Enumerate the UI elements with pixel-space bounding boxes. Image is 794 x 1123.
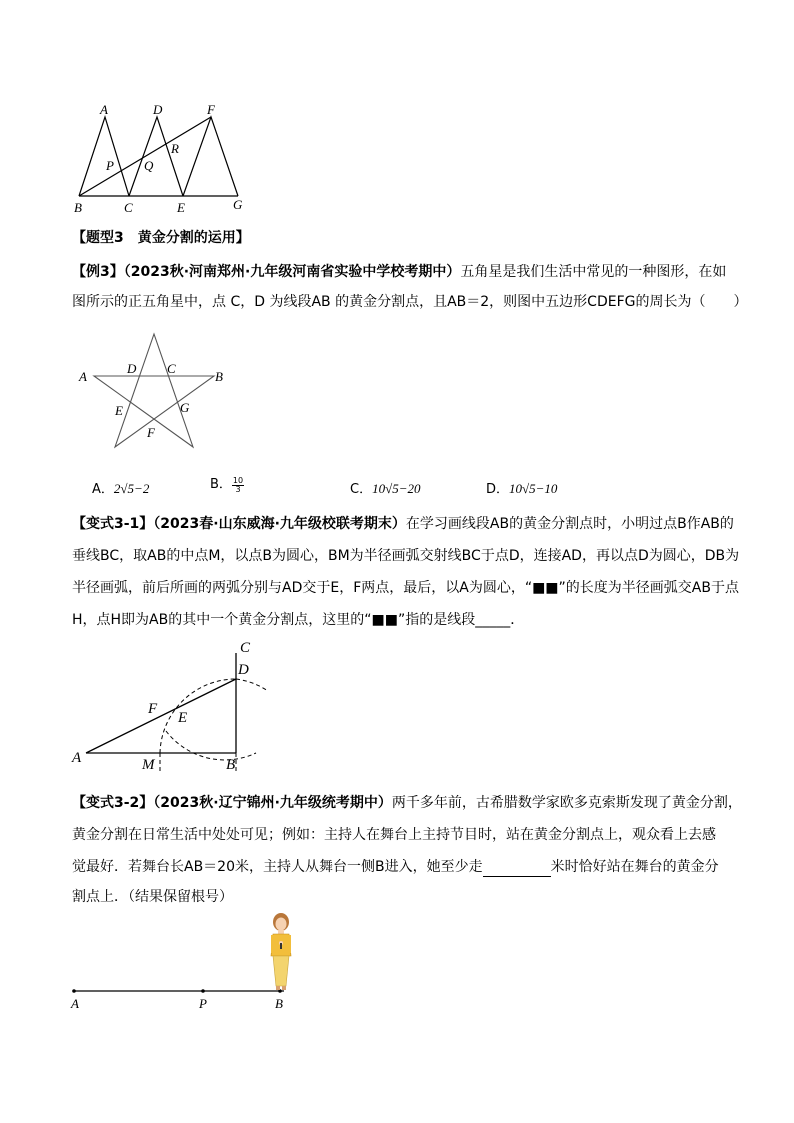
choice-c[interactable]: C．10√5−20	[350, 481, 421, 497]
label-G: G	[233, 197, 243, 212]
star-label-G: G	[180, 400, 190, 415]
presenter-illustration	[271, 913, 291, 990]
example3-line2: 图所示的正五角星中，点 C，D 为线段AB 的黄金分割点，且AB＝2，则图中五边形CDEFG的周长为（ ）	[72, 294, 748, 310]
label-C: C	[124, 200, 133, 215]
choice-b[interactable]: B． $\frac{10}{3}$	[210, 475, 244, 494]
section-heading: 【题型3 黄金分割的运用】	[72, 230, 250, 246]
variant32-line1: 【变式3-2】（2023秋·辽宁锦州·九年级统考期中）两千多年前，古希腊数学家欧多克索斯发现了黄金分割，	[72, 795, 742, 811]
construction-figure	[68, 636, 278, 776]
triangles-figure	[70, 98, 250, 218]
fig2-label-A: A	[72, 750, 82, 766]
star-label-A: A	[79, 369, 87, 384]
star-label-E: E	[115, 403, 123, 418]
fraction: $\frac{10}{3}$	[232, 475, 244, 494]
answer-blank[interactable]	[483, 858, 551, 877]
fig2-label-D: D	[238, 662, 249, 678]
choice-d[interactable]: D．10√5−10	[486, 481, 558, 497]
fig2-label-B: B	[226, 757, 236, 773]
example3-source: （2023秋·河南郑州·九年级河南省实验中学校考期中）	[123, 264, 461, 280]
stage-label-P: P	[199, 996, 207, 1011]
variant32-line2: 黄金分割在日常生活中处处可见；例如：主持人在舞台上主持节目时，站在黄金分割点上，观众看上去感	[72, 827, 716, 843]
label-E: E	[177, 200, 185, 215]
label-F: F	[207, 102, 215, 117]
fig2-label-C: C	[240, 640, 251, 656]
label-Q: Q	[144, 158, 154, 173]
label-D: D	[153, 102, 163, 117]
variant31-line3: 半径画弧，前后所画的两弧分别与AD交于E，F两点，最后，以A为圆心，“■■”的长度为半径画弧交AB于点	[72, 580, 739, 596]
variant32-line4: 割点上．（结果保留根号）	[72, 889, 233, 905]
stage-label-B: B	[275, 996, 283, 1011]
variant32-line3: 觉最好．若舞台长AB＝20米，主持人从舞台一侧B进入，她至少走 米时恰好站在舞台的黄金分	[72, 859, 719, 875]
star-label-C: C	[167, 361, 176, 376]
variant31-line2: 垂线BC，取AB的中点M，以点B为圆心，BM为半径画弧交射线BC于点D，连接AD，再以点D为圆心，DB为	[72, 548, 740, 564]
example3-line1: 【例3】（2023秋·河南郑州·九年级河南省实验中学校考期中）五角星是我们生活中常见的一种图形，在如	[72, 264, 727, 280]
label-A: A	[100, 102, 108, 117]
label-P: P	[106, 158, 114, 173]
star-label-B: B	[215, 369, 223, 384]
variant31-line4: H，点H即为AB的其中一个黄金分割点，这里的“■■”指的是线段_____．	[72, 612, 525, 628]
star-label-F: F	[147, 425, 155, 440]
pentagram-figure	[75, 328, 235, 456]
stage-label-A: A	[71, 996, 79, 1011]
fig2-label-F: F	[148, 701, 158, 717]
label-B: B	[74, 200, 82, 215]
fig2-label-E: E	[178, 710, 188, 726]
stage-figure	[66, 910, 306, 1015]
choice-a[interactable]: A．2√5−2	[92, 481, 150, 497]
label-R: R	[171, 141, 179, 156]
example3-tag: 【例3】	[72, 264, 124, 280]
variant31-line1: 【变式3-1】（2023春·山东威海·九年级校联考期末）在学习画线段AB的黄金分割点时，小明过点B作AB的	[72, 516, 734, 532]
fig2-label-M: M	[142, 757, 155, 773]
star-label-D: D	[127, 361, 137, 376]
